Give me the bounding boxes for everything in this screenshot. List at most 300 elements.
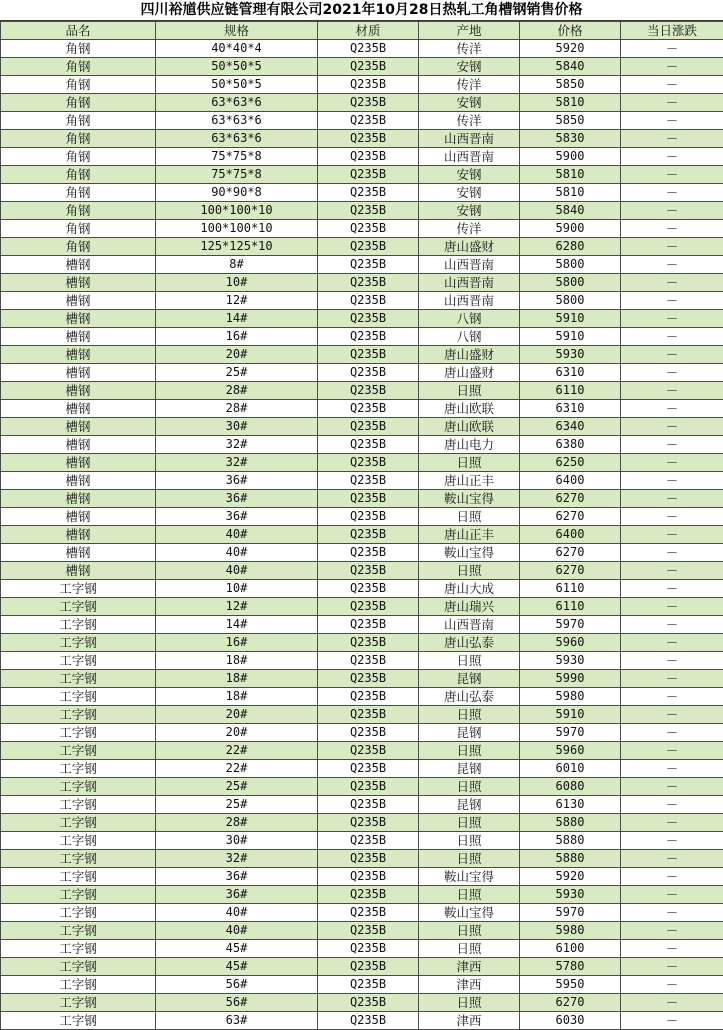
cell-origin: 昆钢 [419,760,520,778]
table-row [1,202,723,220]
cell-price: 5950 [520,976,621,994]
cell-price: 6080 [520,778,621,796]
cell-origin: 日照 [419,562,520,580]
cell-price: 5810 [520,166,621,184]
table-row [1,184,723,202]
cell-spec: 63*63*6 [156,130,318,148]
cell-material: Q235B [318,922,419,940]
cell-change: － [621,94,723,112]
cell-origin: 津西 [419,958,520,976]
cell-material: Q235B [318,796,419,814]
table-row [1,310,723,328]
header-row [1,22,723,40]
cell-change: － [621,220,723,238]
cell-price: 5930 [520,346,621,364]
cell-product: 工字钢 [1,796,156,814]
header-cell-price: 价格 [520,22,621,40]
cell-change: － [621,328,723,346]
cell-origin: 唐山盛财 [419,238,520,256]
cell-origin: 日照 [419,706,520,724]
table-row [1,976,723,994]
cell-product: 工字钢 [1,1012,156,1030]
cell-origin: 唐山弘泰 [419,634,520,652]
cell-price: 5800 [520,256,621,274]
cell-material: Q235B [318,598,419,616]
cell-product: 工字钢 [1,616,156,634]
cell-origin: 日照 [419,778,520,796]
cell-change: － [621,688,723,706]
cell-change: － [621,706,723,724]
table-row [1,562,723,580]
table-row [1,688,723,706]
cell-spec: 28# [156,400,318,418]
cell-change: － [621,1012,723,1030]
cell-price: 5910 [520,328,621,346]
price-table [0,21,723,1030]
cell-material: Q235B [318,76,419,94]
header-cell-product: 品名 [1,22,156,40]
cell-price: 6110 [520,580,621,598]
cell-change: － [621,472,723,490]
cell-product: 工字钢 [1,922,156,940]
cell-spec: 10# [156,580,318,598]
cell-product: 工字钢 [1,958,156,976]
cell-spec: 10# [156,274,318,292]
cell-product: 工字钢 [1,976,156,994]
cell-product: 角钢 [1,76,156,94]
table-row [1,346,723,364]
cell-origin: 日照 [419,508,520,526]
cell-material: Q235B [318,940,419,958]
table-row [1,472,723,490]
cell-spec: 56# [156,994,318,1012]
cell-price: 5840 [520,58,621,76]
cell-material: Q235B [318,868,419,886]
cell-spec: 28# [156,382,318,400]
cell-spec: 18# [156,670,318,688]
cell-change: － [621,490,723,508]
cell-spec: 40# [156,526,318,544]
table-row [1,148,723,166]
cell-spec: 12# [156,598,318,616]
cell-change: － [621,202,723,220]
cell-spec: 90*90*8 [156,184,318,202]
cell-origin: 日照 [419,994,520,1012]
cell-price: 6380 [520,436,621,454]
cell-product: 槽钢 [1,400,156,418]
cell-spec: 125*125*10 [156,238,318,256]
cell-product: 工字钢 [1,598,156,616]
cell-material: Q235B [318,130,419,148]
table-row [1,454,723,472]
cell-material: Q235B [318,778,419,796]
cell-material: Q235B [318,562,419,580]
cell-spec: 40*40*4 [156,40,318,58]
cell-price: 5900 [520,220,621,238]
cell-material: Q235B [318,976,419,994]
cell-change: － [621,256,723,274]
cell-product: 工字钢 [1,814,156,832]
cell-change: － [621,850,723,868]
cell-origin: 唐山瑞兴 [419,598,520,616]
cell-material: Q235B [318,886,419,904]
cell-price: 5980 [520,688,621,706]
cell-price: 5800 [520,292,621,310]
cell-price: 6100 [520,940,621,958]
cell-change: － [621,364,723,382]
cell-material: Q235B [318,652,419,670]
cell-material: Q235B [318,256,419,274]
cell-change: － [621,580,723,598]
cell-origin: 八钢 [419,310,520,328]
cell-product: 角钢 [1,40,156,58]
cell-change: － [621,184,723,202]
cell-spec: 12# [156,292,318,310]
cell-material: Q235B [318,418,419,436]
cell-price: 5970 [520,904,621,922]
cell-product: 工字钢 [1,634,156,652]
cell-price: 5960 [520,742,621,760]
cell-change: － [621,616,723,634]
cell-spec: 36# [156,472,318,490]
cell-spec: 40# [156,922,318,940]
cell-change: － [621,976,723,994]
cell-change: － [621,310,723,328]
cell-spec: 20# [156,346,318,364]
cell-product: 工字钢 [1,904,156,922]
cell-change: － [621,292,723,310]
table-row [1,526,723,544]
cell-origin: 昆钢 [419,796,520,814]
cell-spec: 50*50*5 [156,58,318,76]
cell-product: 工字钢 [1,742,156,760]
cell-spec: 56# [156,976,318,994]
cell-spec: 30# [156,832,318,850]
cell-origin: 唐山欧联 [419,400,520,418]
cell-origin: 日照 [419,382,520,400]
table-row [1,868,723,886]
cell-spec: 18# [156,688,318,706]
cell-spec: 75*75*8 [156,166,318,184]
cell-change: － [621,112,723,130]
cell-product: 角钢 [1,94,156,112]
cell-spec: 36# [156,508,318,526]
cell-material: Q235B [318,814,419,832]
cell-material: Q235B [318,490,419,508]
cell-price: 5800 [520,274,621,292]
cell-material: Q235B [318,958,419,976]
cell-material: Q235B [318,760,419,778]
cell-change: － [621,130,723,148]
cell-price: 5810 [520,184,621,202]
cell-product: 工字钢 [1,778,156,796]
header-cell-origin: 产地 [419,22,520,40]
cell-product: 槽钢 [1,328,156,346]
table-row [1,274,723,292]
table-row [1,58,723,76]
cell-spec: 32# [156,850,318,868]
cell-material: Q235B [318,904,419,922]
cell-origin: 日照 [419,940,520,958]
cell-product: 工字钢 [1,652,156,670]
cell-origin: 安钢 [419,58,520,76]
cell-change: － [621,814,723,832]
cell-spec: 30# [156,418,318,436]
cell-change: － [621,40,723,58]
table-row [1,832,723,850]
cell-product: 角钢 [1,112,156,130]
cell-change: － [621,58,723,76]
cell-material: Q235B [318,544,419,562]
cell-origin: 唐山盛财 [419,346,520,364]
cell-product: 角钢 [1,58,156,76]
cell-product: 槽钢 [1,364,156,382]
cell-price: 6400 [520,526,621,544]
cell-product: 工字钢 [1,832,156,850]
cell-product: 工字钢 [1,688,156,706]
cell-origin: 安钢 [419,166,520,184]
cell-change: － [621,634,723,652]
cell-product: 工字钢 [1,994,156,1012]
cell-material: Q235B [318,148,419,166]
cell-spec: 16# [156,634,318,652]
header-cell-material: 材质 [318,22,419,40]
cell-spec: 28# [156,814,318,832]
cell-material: Q235B [318,724,419,742]
cell-price: 6270 [520,490,621,508]
cell-change: － [621,526,723,544]
cell-price: 6130 [520,796,621,814]
cell-change: － [621,562,723,580]
cell-product: 角钢 [1,148,156,166]
table-row [1,670,723,688]
cell-price: 6270 [520,508,621,526]
cell-spec: 14# [156,310,318,328]
table-row [1,112,723,130]
cell-price: 5970 [520,724,621,742]
table-row [1,256,723,274]
cell-spec: 32# [156,454,318,472]
cell-price: 5930 [520,652,621,670]
cell-material: Q235B [318,328,419,346]
cell-price: 5910 [520,706,621,724]
cell-material: Q235B [318,292,419,310]
cell-spec: 36# [156,490,318,508]
cell-spec: 40# [156,562,318,580]
cell-product: 工字钢 [1,760,156,778]
cell-price: 6250 [520,454,621,472]
table-row [1,544,723,562]
cell-change: － [621,274,723,292]
cell-change: － [621,922,723,940]
cell-spec: 63# [156,1012,318,1030]
cell-price: 5880 [520,814,621,832]
cell-product: 槽钢 [1,274,156,292]
cell-origin: 山西晋南 [419,148,520,166]
cell-spec: 16# [156,328,318,346]
cell-origin: 鞍山宝得 [419,904,520,922]
cell-material: Q235B [318,166,419,184]
cell-change: － [621,544,723,562]
cell-origin: 安钢 [419,202,520,220]
cell-material: Q235B [318,616,419,634]
cell-material: Q235B [318,364,419,382]
cell-change: － [621,238,723,256]
table-row [1,382,723,400]
cell-origin: 鞍山宝得 [419,490,520,508]
header-cell-change: 当日涨跌 [621,22,723,40]
cell-price: 5900 [520,148,621,166]
cell-origin: 昆钢 [419,670,520,688]
cell-material: Q235B [318,310,419,328]
cell-spec: 100*100*10 [156,220,318,238]
price-table-body [1,22,723,1030]
cell-origin: 日照 [419,742,520,760]
cell-material: Q235B [318,40,419,58]
cell-change: － [621,904,723,922]
table-row [1,238,723,256]
cell-material: Q235B [318,346,419,364]
cell-spec: 22# [156,760,318,778]
cell-material: Q235B [318,850,419,868]
cell-origin: 传洋 [419,220,520,238]
cell-spec: 20# [156,724,318,742]
cell-material: Q235B [318,742,419,760]
cell-product: 槽钢 [1,310,156,328]
cell-spec: 40# [156,904,318,922]
cell-material: Q235B [318,274,419,292]
cell-change: － [621,508,723,526]
table-row [1,490,723,508]
cell-price: 6010 [520,760,621,778]
cell-material: Q235B [318,202,419,220]
cell-price: 5830 [520,130,621,148]
cell-origin: 日照 [419,454,520,472]
cell-material: Q235B [318,706,419,724]
sheet-title: 四川裕馗供应链管理有限公司2021年10月28日热轧工角槽钢销售价格 [0,0,723,21]
table-row [1,958,723,976]
cell-origin: 唐山盛财 [419,364,520,382]
cell-change: － [621,760,723,778]
cell-product: 槽钢 [1,436,156,454]
cell-change: － [621,418,723,436]
cell-price: 5990 [520,670,621,688]
cell-spec: 75*75*8 [156,148,318,166]
cell-price: 6340 [520,418,621,436]
cell-material: Q235B [318,1012,419,1030]
cell-product: 工字钢 [1,670,156,688]
cell-change: － [621,148,723,166]
cell-spec: 63*63*6 [156,94,318,112]
cell-material: Q235B [318,994,419,1012]
cell-spec: 22# [156,742,318,760]
cell-spec: 18# [156,652,318,670]
cell-product: 槽钢 [1,526,156,544]
table-row [1,292,723,310]
cell-material: Q235B [318,526,419,544]
cell-material: Q235B [318,688,419,706]
cell-origin: 山西晋南 [419,130,520,148]
table-row [1,130,723,148]
cell-product: 角钢 [1,166,156,184]
cell-spec: 63*63*6 [156,112,318,130]
table-row [1,364,723,382]
cell-price: 5850 [520,76,621,94]
cell-price: 6110 [520,382,621,400]
cell-product: 槽钢 [1,418,156,436]
cell-product: 工字钢 [1,868,156,886]
table-row [1,400,723,418]
table-row [1,778,723,796]
cell-material: Q235B [318,112,419,130]
table-row [1,328,723,346]
table-row [1,220,723,238]
cell-price: 5920 [520,868,621,886]
cell-material: Q235B [318,184,419,202]
cell-product: 工字钢 [1,886,156,904]
cell-origin: 唐山弘泰 [419,688,520,706]
table-row [1,76,723,94]
table-row [1,418,723,436]
table-row [1,724,723,742]
cell-product: 槽钢 [1,472,156,490]
table-row [1,994,723,1012]
table-row [1,850,723,868]
cell-origin: 山西晋南 [419,292,520,310]
cell-product: 槽钢 [1,508,156,526]
cell-price: 6310 [520,364,621,382]
cell-material: Q235B [318,400,419,418]
cell-price: 5910 [520,310,621,328]
cell-change: － [621,724,723,742]
cell-change: － [621,796,723,814]
table-row [1,796,723,814]
cell-spec: 36# [156,868,318,886]
cell-price: 5930 [520,886,621,904]
cell-change: － [621,742,723,760]
cell-origin: 唐山大成 [419,580,520,598]
cell-origin: 安钢 [419,94,520,112]
cell-price: 6400 [520,472,621,490]
cell-origin: 日照 [419,850,520,868]
cell-change: － [621,994,723,1012]
cell-product: 槽钢 [1,562,156,580]
cell-material: Q235B [318,94,419,112]
cell-change: － [621,400,723,418]
cell-price: 5840 [520,202,621,220]
cell-change: － [621,868,723,886]
cell-product: 槽钢 [1,382,156,400]
cell-spec: 25# [156,364,318,382]
cell-change: － [621,778,723,796]
cell-product: 槽钢 [1,256,156,274]
cell-origin: 鞍山宝得 [419,544,520,562]
cell-spec: 8# [156,256,318,274]
cell-origin: 唐山电力 [419,436,520,454]
cell-material: Q235B [318,58,419,76]
cell-spec: 45# [156,958,318,976]
cell-material: Q235B [318,634,419,652]
cell-product: 工字钢 [1,940,156,958]
cell-origin: 山西晋南 [419,256,520,274]
cell-product: 工字钢 [1,580,156,598]
cell-spec: 45# [156,940,318,958]
cell-product: 角钢 [1,238,156,256]
cell-material: Q235B [318,436,419,454]
cell-product: 槽钢 [1,490,156,508]
table-row [1,922,723,940]
cell-spec: 25# [156,796,318,814]
